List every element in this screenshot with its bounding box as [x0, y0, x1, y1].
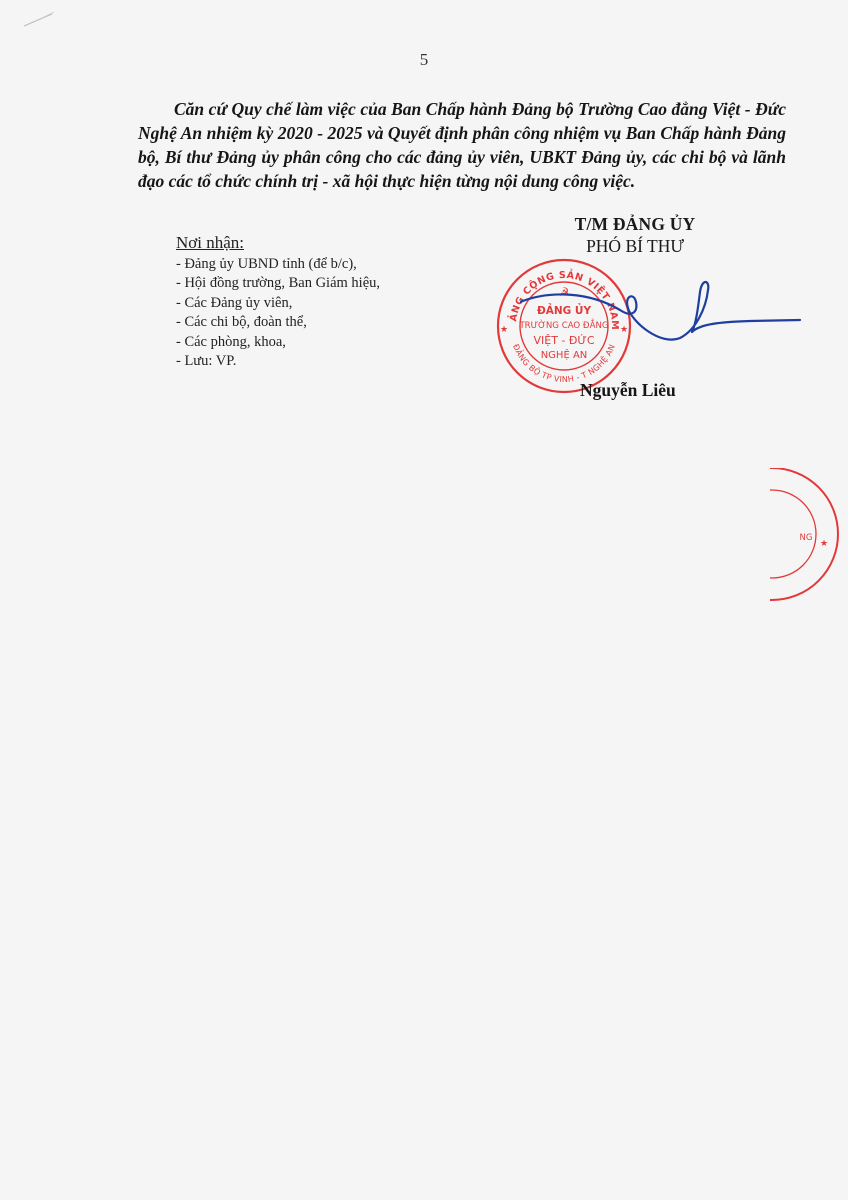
handwritten-signature [520, 278, 810, 358]
partial-seal [770, 468, 848, 602]
recipient-item: - Các phòng, khoa, [176, 333, 286, 350]
svg-text:★: ★ [819, 539, 829, 549]
body-paragraph: Căn cứ Quy chế làm việc của Ban Chấp hành Đảng bộ Trường Cao đẳng Việt - Đức Nghệ An nhiệm kỳ 2020 - 2025 và Quyết định phân công nhiệm vụ Ban Chấp hành Đảng bộ, Bí thư Đảng ủy phân công cho các đảng ủy viên, UBKT Đảng ủy, các chi bộ và lãnh đạo các tổ chức chính trị - xã hội thực hiện từng nội dung công việc. [138, 99, 786, 191]
svg-text:NGHỆ AN: NGHỆ AN [540, 350, 588, 361]
svg-text:☭: ☭ [558, 285, 570, 299]
recipient-item: - Lưu: VP. [176, 353, 237, 369]
signature-org: T/M ĐẢNG ỦY [574, 214, 696, 234]
recipient-item: - Các Đảng ủy viên, [176, 294, 293, 311]
recipients-heading: Nơi nhận: [176, 233, 245, 252]
svg-text:ĐẢNG ỦY: ĐẢNG ỦY [536, 305, 592, 317]
svg-text:★: ★ [619, 325, 629, 335]
svg-text:VIỆT - ĐỨC: VIỆT - ĐỨC [533, 334, 595, 347]
svg-text:ĐẢNG BỘ TP VINH - T NGHỆ AN: ĐẢNG BỘ TP VINH - T NGHỆ AN [510, 342, 618, 385]
seal-icon [770, 468, 842, 602]
svg-text:NG: NG [799, 533, 813, 543]
svg-text:ĐẢNG CỘNG SẢN VIỆT NAM: ĐẢNG CỘNG SẢN VIỆT NAM [489, 248, 621, 331]
recipient-item: - Hội đồng trường, Ban Giám hiệu, [176, 275, 380, 291]
recipients-list [176, 255, 466, 372]
page-number: 5 [419, 50, 429, 69]
svg-text:TRƯỜNG CAO ĐẲNG: TRƯỜNG CAO ĐẲNG [519, 321, 609, 331]
signature-block [520, 214, 750, 257]
svg-text:★: ★ [499, 325, 509, 335]
signature-role: PHÓ BÍ THƯ [586, 236, 684, 256]
recipients-block [176, 233, 466, 372]
recipient-item: - Đảng ủy UBND tỉnh (để b/c), [176, 255, 357, 272]
recipient-item: - Các chi bộ, đoàn thể, [176, 314, 307, 330]
signer-name: Nguyễn Liêu [580, 380, 676, 400]
scan-corner-mark [22, 10, 56, 28]
